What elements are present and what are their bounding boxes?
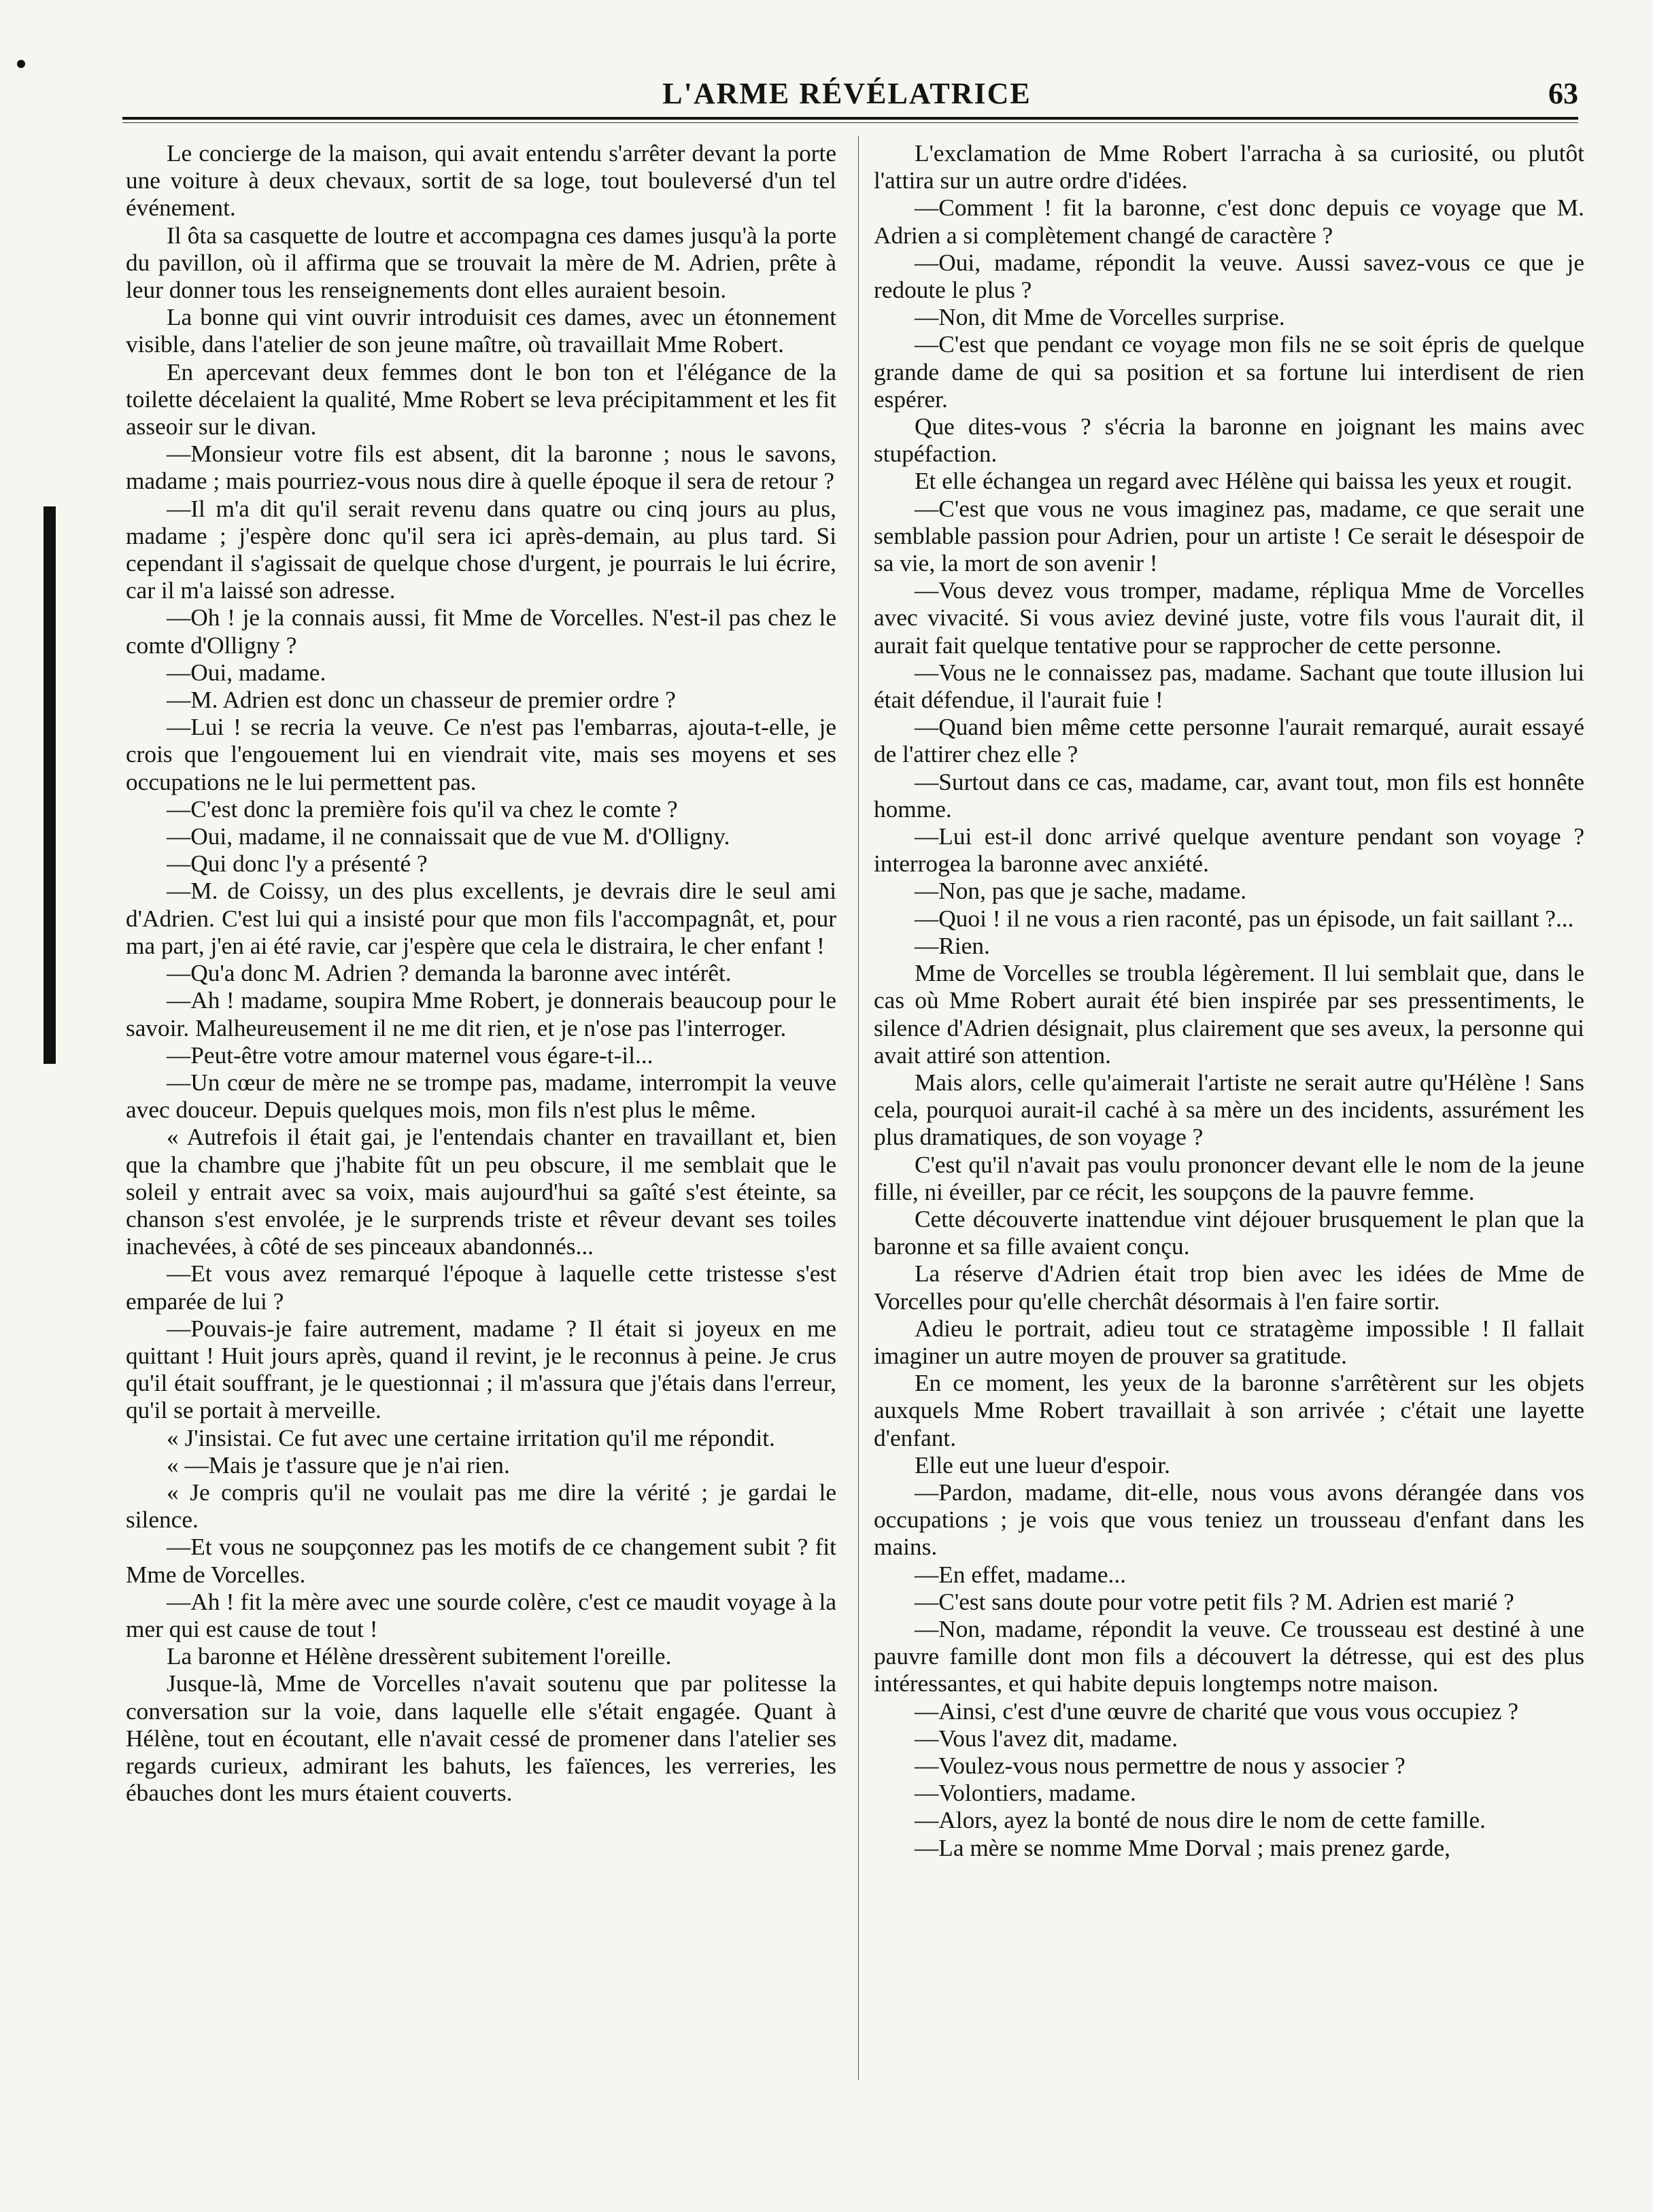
paragraph: —Ah ! fit la mère avec une sourde colère, c'est ce maudit voyage à la mer qui est cause de tout ! — [126, 1588, 836, 1642]
paragraph: La réserve d'Adrien était trop bien avec les idées de Mme de Vorcelles pour qu'elle cherchât désormais à l'en faire sortir. — [874, 1260, 1584, 1315]
paragraph: « —Mais je t'assure que je n'ai rien. — [167, 1451, 510, 1479]
paragraph: Adieu le portrait, adieu tout ce stratagème impossible ! Il fallait imaginer un autre moyen de prouver sa gratitude. — [874, 1315, 1584, 1369]
right-column — [874, 140, 1584, 1862]
paragraph: —Alors, ayez la bonté de nous dire le nom de cette famille. — [915, 1807, 1486, 1834]
paragraph: —Rien. — [915, 932, 990, 959]
paragraph: L'exclamation de Mme Robert l'arracha à sa curiosité, ou plutôt l'attira sur un autre ordre d'idées. — [874, 140, 1584, 194]
margin-bar — [44, 506, 56, 1064]
paragraph: « Autrefois il était gai, je l'entendais chanter en travaillant et, bien que la chambre que j'habite fût un peu obscure, il me semblait que le soleil y entrait avec sa voix, mais aujourd'hui sa gaîté s'est éteinte, sa chanson s'est envolée, je le surprends triste et rêveur devant ses toiles inachevées, à côté de ses pinceaux abandonnés... — [126, 1124, 836, 1260]
paragraph: Que dites-vous ? s'écria la baronne en joignant les mains avec stupéfaction. — [874, 413, 1584, 468]
paragraph: —Quand bien même cette personne l'aurait remarqué, aurait essayé de l'attirer chez elle ? — [874, 714, 1584, 768]
paragraph: Elle eut une lueur d'espoir. — [915, 1451, 1170, 1479]
paragraph: Et elle échangea un regard avec Hélène qui baissa les yeux et rougit. — [915, 468, 1573, 495]
page-number: 63 — [1548, 77, 1578, 110]
paragraph: Mais alors, celle qu'aimerait l'artiste ne serait autre qu'Hélène ! Sans cela, pourquoi aurait-il caché à sa mère un des incidents, assurément les plus dramatiques, de son voyage ? — [874, 1069, 1584, 1151]
page-title: L'ARME RÉVÉLATRICE — [662, 77, 1032, 110]
paragraph: —Qui donc l'y a présenté ? — [167, 850, 428, 878]
paragraph: —Oui, madame. — [167, 659, 326, 686]
paragraph: —C'est donc la première fois qu'il va chez le comte ? — [167, 795, 678, 823]
paragraph: « J'insistai. Ce fut avec une certaine irritation qu'il me répondit. — [167, 1424, 775, 1451]
paragraph: —Quoi ! il ne vous a rien raconté, pas un épisode, un fait saillant ?... — [915, 905, 1574, 932]
paragraph: Cette découverte inattendue vint déjouer brusquement le plan que la baronne et sa fille avaient conçu. — [874, 1205, 1584, 1260]
paragraph: Jusque-là, Mme de Vorcelles n'avait soutenu que par politesse la conversation sur la voie, dans laquelle elle s'était engagée. Quant à Hélène, tout en écoutant, elle n'avait cessé de promener dans l'atelier ses regards curieux, admirant les bahuts, les faïences, les verreries, les ébauches dont les murs étaient couverts. — [126, 1670, 836, 1807]
paragraph: Le concierge de la maison, qui avait entendu s'arrêter devant la porte une voiture à deux chevaux, sortit de sa loge, tout bouleversé d'un tel événement. — [126, 140, 836, 222]
paragraph: La bonne qui vint ouvrir introduisit ces dames, avec un étonnement visible, dans l'atelier de son jeune maître, où travaillait Mme Robert. — [126, 304, 836, 358]
paragraph: —Oui, madame, répondit la veuve. Aussi savez-vous ce que je redoute le plus ? — [874, 249, 1584, 304]
paragraph: —Ah ! madame, soupira Mme Robert, je donnerais beaucoup pour le savoir. Malheureusement il ne me dit rien, et je n'ose pas l'interroger. — [126, 987, 836, 1041]
paragraph: —Vous ne le connaissez pas, madame. Sachant que toute illusion lui était défendue, il l'aurait fuie ! — [874, 659, 1584, 714]
header-rule — [122, 117, 1578, 120]
paragraph: —Qu'a donc M. Adrien ? demanda la baronne avec intérêt. — [167, 960, 732, 987]
paragraph: —Surtout dans ce cas, madame, car, avant tout, mon fils est honnête homme. — [874, 768, 1584, 823]
paragraph: —Voulez-vous nous permettre de nous y associer ? — [915, 1752, 1405, 1779]
paragraph: —Vous l'avez dit, madame. — [915, 1725, 1178, 1752]
paragraph: —M. Adrien est donc un chasseur de premier ordre ? — [167, 687, 676, 714]
paragraph: En apercevant deux femmes dont le bon ton et l'élégance de la toilette décelaient la qualité, Mme Robert se leva précipitamment et les fit asseoir sur le divan. — [126, 358, 836, 440]
paragraph: —Volontiers, madame. — [915, 1780, 1136, 1807]
paragraph: En ce moment, les yeux de la baronne s'arrêtèrent sur les objets auxquels Mme Robert travaillait à son arrivée ; c'était une layette d'enfant. — [874, 1370, 1584, 1451]
paragraph: —Lui est-il donc arrivé quelque aventure pendant son voyage ? interrogea la baronne avec anxiété. — [874, 823, 1584, 878]
paragraph: —C'est sans doute pour votre petit fils ? M. Adrien est marié ? — [915, 1588, 1514, 1615]
paragraph: La baronne et Hélène dressèrent subitement l'oreille. — [167, 1643, 672, 1670]
paragraph: —Comment ! fit la baronne, c'est donc depuis ce voyage que M. Adrien a si complètement changé de caractère ? — [874, 194, 1584, 249]
paragraph: —Et vous ne soupçonnez pas les motifs de ce changement subit ? fit Mme de Vorcelles. — [126, 1534, 836, 1588]
paragraph: « Je compris qu'il ne voulait pas me dire la vérité ; je gardai le silence. — [126, 1479, 836, 1534]
paragraph: —Pardon, madame, dit-elle, nous vous avons dérangée dans vos occupations ; je vois que vous teniez un trousseau d'enfant dans les mains. — [874, 1479, 1584, 1561]
paragraph: —Oui, madame, il ne connaissait que de vue M. d'Olligny. — [167, 823, 730, 850]
paragraph: Il ôta sa casquette de loutre et accompagna ces dames jusqu'à la porte du pavillon, où il affirma que se trouvait la mère de M. Adrien, prête à leur donner tous les renseignements dont elles auraient besoin. — [126, 222, 836, 304]
paragraph: —Oh ! je la connais aussi, fit Mme de Vorcelles. N'est-il pas chez le comte d'Olligny ? — [126, 604, 836, 659]
paragraph: —Lui ! se recria la veuve. Ce n'est pas l'embarras, ajouta-t-elle, je crois que l'engouement lui en viendrait vite, mais ses moyens et ses occupations ne le lui permettent pas. — [126, 714, 836, 795]
page-header — [116, 76, 1578, 117]
column-divider — [858, 136, 859, 2080]
paragraph: —M. de Coissy, un des plus excellents, je devrais dire le seul ami d'Adrien. C'est lui qui a insisté pour que mon fils l'accompagnât, et, pour ma part, j'en ai été ravie, car j'espère que cela le distraira, le cher enfant ! — [126, 878, 836, 959]
paragraph: —Pouvais-je faire autrement, madame ? Il était si joyeux en me quittant ! Huit jours après, quand il revint, je le reconnus à peine. Je crus qu'il était souffrant, je le questionnai ; il m'assura que j'étais dans l'erreur, qu'il se portait à merveille. — [126, 1315, 836, 1424]
paragraph: —Un cœur de mère ne se trompe pas, madame, interrompit la veuve avec douceur. Depuis quelques mois, mon fils n'est plus le même. — [126, 1069, 836, 1124]
paragraph: —Il m'a dit qu'il serait revenu dans quatre ou cinq jours au plus, madame ; j'espère donc qu'il sera ici après-demain, au plus tard. Si cependant il s'agissait de quelque chose d'urgent, je pourrais le lui écrire, car il m'a laissé son adresse. — [126, 495, 836, 604]
paragraph: C'est qu'il n'avait pas voulu prononcer devant elle le nom de la jeune fille, ni éveiller, par ce récit, les soupçons de la pauvre femme. — [874, 1151, 1584, 1205]
paragraph: —Monsieur votre fils est absent, dit la baronne ; nous le savons, madame ; mais pourriez-vous nous dire à quelle époque il sera de retour ? — [126, 440, 836, 495]
paragraph: —En effet, madame... — [915, 1561, 1127, 1588]
paragraph: —Non, pas que je sache, madame. — [915, 878, 1247, 905]
paragraph: —Vous devez vous tromper, madame, répliqua Mme de Vorcelles avec vivacité. Si vous aviez deviné juste, votre fils vous l'aurait dit, il aurait fait quelque tentative pour se rapprocher de cette personne. — [874, 577, 1584, 659]
paragraph: —C'est que vous ne vous imaginez pas, madame, ce que serait une semblable passion pour Adrien, pour un artiste ! Ce serait le désespoir de sa vie, la mort de son avenir ! — [874, 495, 1584, 577]
paragraph: —Peut-être votre amour maternel vous égare-t-il... — [167, 1041, 653, 1069]
paragraph: —Et vous avez remarqué l'époque à laquelle cette tristesse s'est emparée de lui ? — [126, 1260, 836, 1315]
paragraph: —Ainsi, c'est d'une œuvre de charité que vous vous occupiez ? — [915, 1697, 1519, 1725]
header-rule-thin — [122, 122, 1578, 123]
paragraph: —La mère se nomme Mme Dorval ; mais prenez garde, — [915, 1834, 1451, 1861]
paragraph: —Non, dit Mme de Vorcelles surprise. — [915, 304, 1285, 331]
paragraph: Mme de Vorcelles se troubla légèrement. Il lui semblait que, dans le cas où Mme Robert aurait été bien inspirée par ses pressentiments, le silence d'Adrien désignait, plus clairement que ses aveux, la personne qui avait attiré son attention. — [874, 960, 1584, 1069]
paragraph: —C'est que pendant ce voyage mon fils ne se soit épris de quelque grande dame de qui sa position et sa fortune lui interdisent de rien espérer. — [874, 331, 1584, 413]
left-column — [126, 140, 836, 1807]
paragraph: —Non, madame, répondit la veuve. Ce trousseau est destiné à une pauvre famille dont mon fils a découvert la détresse, qui est des plus intéressantes, et qui habite depuis longtemps notre maison. — [874, 1615, 1584, 1697]
margin-dot — [17, 60, 25, 68]
